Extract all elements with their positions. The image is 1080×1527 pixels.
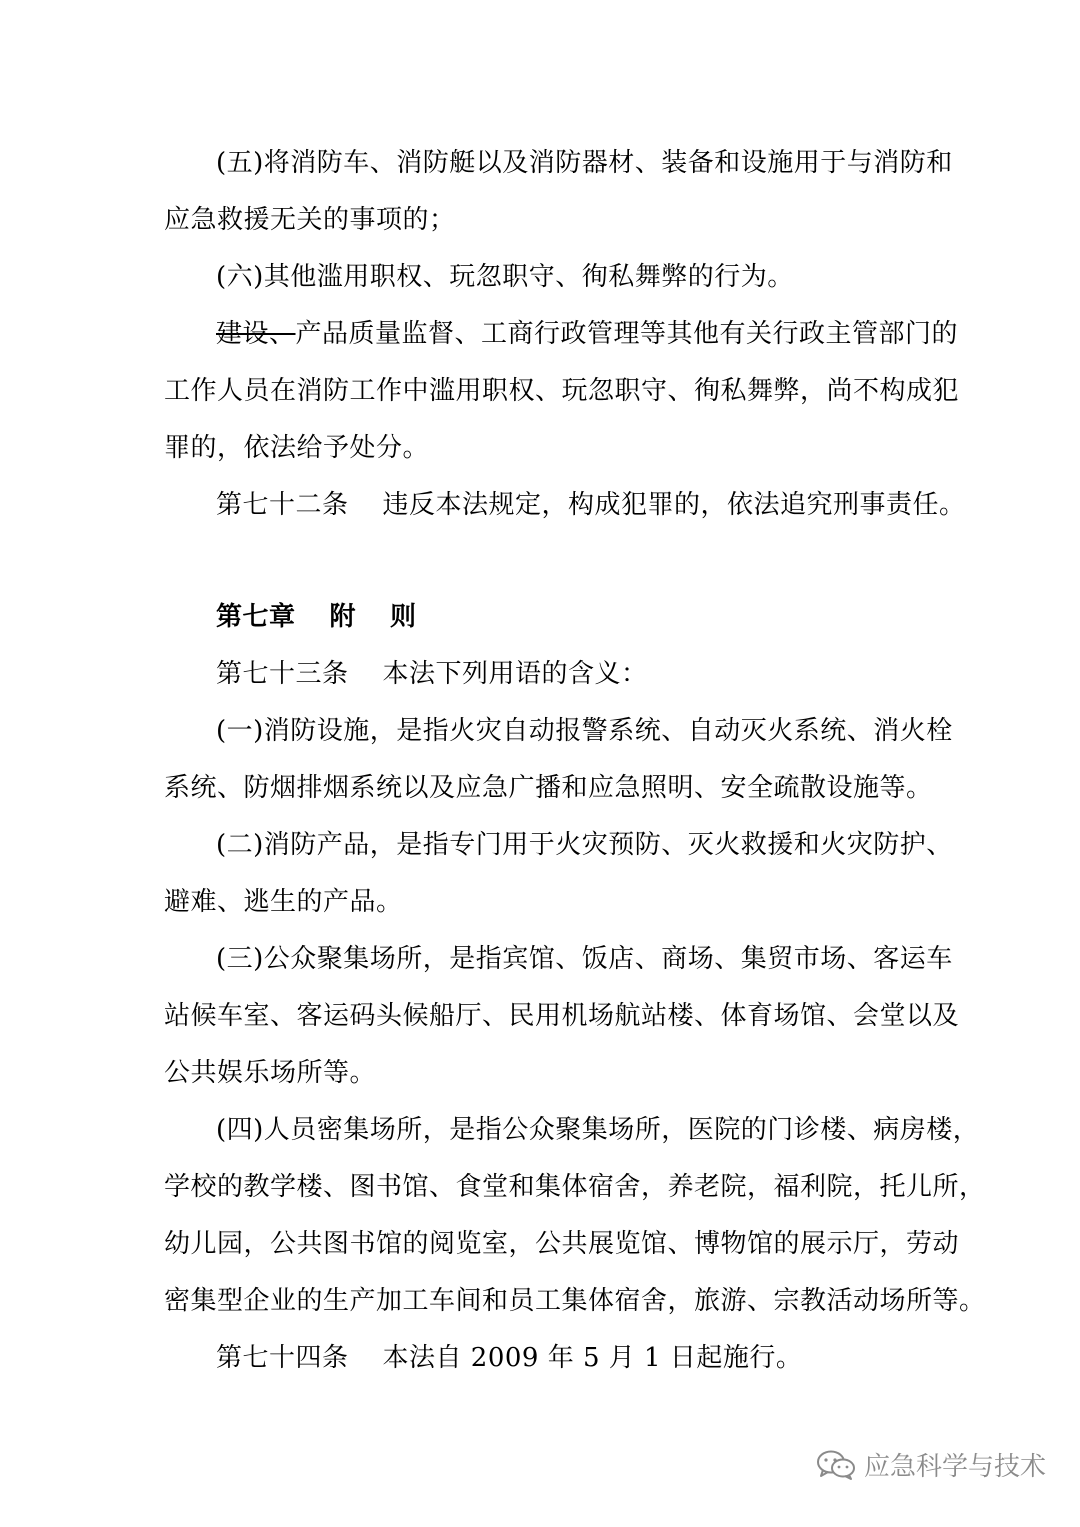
clause-5-line-1: [216, 146, 953, 180]
article-73-text: 本法下列用语的含义：: [382, 659, 648, 689]
clause-6-line: [216, 260, 924, 294]
definition-2-text-1: (二)消防产品，是指专门用于火灾预防、灭火救援和火灾防护、: [216, 830, 953, 860]
definition-1-line-2: [164, 771, 933, 805]
article-73: [216, 657, 924, 691]
struck-text: 建设、: [216, 319, 296, 349]
article-72-text: 违反本法规定，构成犯罪的，依法追究刑事责任。: [382, 490, 966, 520]
definition-4-line-3: [164, 1227, 960, 1261]
article-73-label: 第七十三条: [216, 659, 349, 689]
watermark-text: 应急科学与技术: [863, 1452, 1046, 1482]
article-72-label: 第七十二条: [216, 490, 349, 520]
definition-3-line-2: [164, 999, 960, 1033]
definition-1-text-2: 系统、防烟排烟系统以及应急广播和应急照明、安全疏散设施等。: [164, 773, 933, 803]
chapter-7-title-2: 则: [390, 602, 417, 632]
chapter-7-title-1: 附: [329, 602, 357, 632]
clause-5-line-2: [164, 203, 924, 237]
article-74-label: 第七十四条: [216, 1343, 349, 1373]
watermark: [816, 1446, 1046, 1483]
chapter-7-heading: [216, 600, 924, 634]
paragraph-officials-line-3: [164, 431, 924, 465]
paragraph-officials-text-2: 工作人员在消防工作中滥用职权、玩忽职守、徇私舞弊，尚不构成犯: [164, 376, 960, 406]
definition-3-text-1: (三)公众聚集场所，是指宾馆、饭店、商场、集贸市场、客运车: [216, 944, 953, 974]
clause-6-text: (六)其他滥用职权、玩忽职守、徇私舞弊的行为。: [216, 262, 794, 292]
definition-4-line-1: [216, 1113, 980, 1147]
article-74-text: 本法自 2009 年 5 月 1 日起施行。: [382, 1343, 803, 1373]
definition-2-line-1: [216, 828, 953, 862]
clause-5-text-1: (五)将消防车、消防艇以及消防器材、装备和设施用于与消防和: [216, 148, 953, 178]
chapter-7-label: 第七章: [216, 602, 296, 632]
article-74: [216, 1341, 924, 1375]
definition-2-line-2: [164, 885, 924, 919]
definition-4-line-4: [164, 1284, 986, 1318]
definition-3-line-1: [216, 942, 953, 976]
clause-5-text-2: 应急救援无关的事项的；: [164, 205, 456, 235]
definition-3-line-3: [164, 1056, 924, 1090]
definition-4-text-4: 密集型企业的生产加工车间和员工集体宿舍，旅游、宗教活动场所等。: [164, 1286, 986, 1316]
wechat-icon: [816, 1449, 856, 1481]
definition-4-text-3: 幼儿园，公共图书馆的阅览室，公共展览馆、博物馆的展示厅，劳动: [164, 1229, 960, 1259]
paragraph-officials-text-3: 罪的，依法给予处分。: [164, 433, 430, 463]
definition-4-text-2: 学校的教学楼、图书馆、食堂和集体宿舍，养老院，福利院，托儿所，: [164, 1172, 986, 1202]
paragraph-officials-line-2: [164, 374, 960, 408]
definition-4-text-1: (四)人员密集场所，是指公众聚集场所，医院的门诊楼、病房楼，: [216, 1115, 980, 1145]
definition-3-text-3: 公共娱乐场所等。: [164, 1058, 377, 1088]
paragraph-officials-line-1: [216, 317, 959, 351]
definition-1-line-1: [216, 714, 953, 748]
definition-4-line-2: [164, 1170, 986, 1204]
definition-1-text-1: (一)消防设施，是指火灾自动报警系统、自动灭火系统、消火栓: [216, 716, 953, 746]
definition-2-text-2: 避难、逃生的产品。: [164, 887, 403, 917]
definition-3-text-2: 站候车室、客运码头候船厅、民用机场航站楼、体育场馆、会堂以及: [164, 1001, 960, 1031]
article-72: [216, 488, 966, 522]
paragraph-officials-text-1: 产品质量监督、工商行政管理等其他有关行政主管部门的: [295, 319, 959, 349]
